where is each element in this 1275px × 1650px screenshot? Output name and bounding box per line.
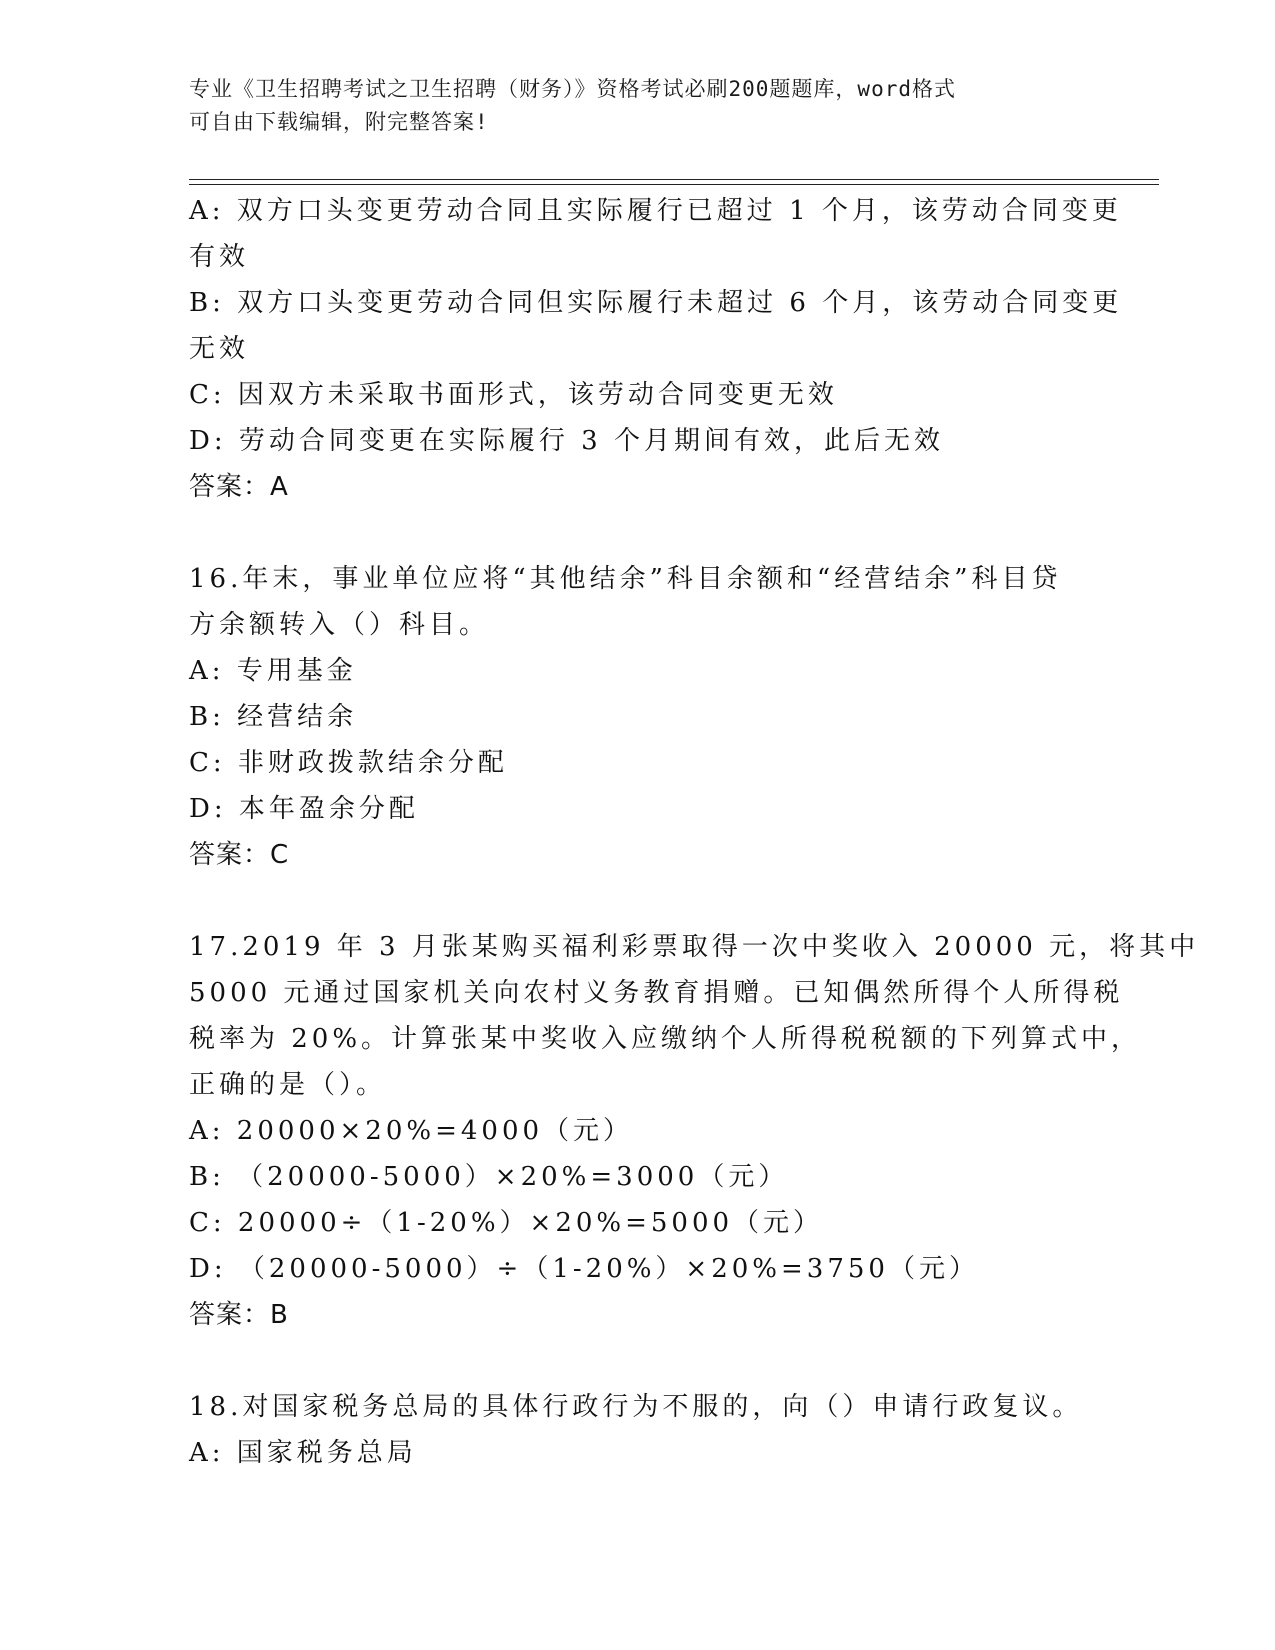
question-17 [189,924,1200,1338]
header-title-line-1: 专业《卫生招聘考试之卫生招聘（财务）》资格考试必刷200题题库，word格式 [189,77,956,101]
question-16 [189,556,1089,878]
question-spacer [189,1338,1089,1384]
question-15 [189,188,1123,510]
answer-label: 答案：B [189,1300,289,1330]
option-b: B: （20000-5000）×20%=3000（元） [189,1162,789,1192]
question-stem-line-1: 17.2019 年 3 月张某购买福利彩票取得一次中奖收入 20000 元，将其中 [189,932,1200,962]
option-c: C: 因双方未采取书面形式，该劳动合同变更无效 [189,380,838,410]
option-a: A: 专用基金 [189,656,357,686]
question-18 [189,1384,1089,1476]
question-stem-line-4: 正确的是（）。 [189,1070,387,1100]
question-spacer [189,510,1089,556]
question-stem-line-2: 方余额转入（）科目。 [189,610,490,640]
question-spacer [189,878,1089,924]
option-a-line-1: A: 双方口头变更劳动合同且实际履行已超过 1 个月，该劳动合同变更 [189,196,1122,226]
header-divider-bottom [189,184,1159,185]
document-header [189,73,1069,139]
option-c: C: 20000÷（1-20%）×20%=5000（元） [189,1208,824,1238]
option-a: A: 国家税务总局 [189,1438,417,1468]
question-stem-line-1: 16.年末，事业单位应将“其他结余”科目余额和“经营结余”科目贷 [189,564,1062,594]
option-d: D: （20000-5000）÷（1-20%）×20%=3750（元） [189,1254,979,1284]
option-b-line-1: B: 双方口头变更劳动合同但实际履行未超过 6 个月，该劳动合同变更 [189,288,1123,318]
option-c: C: 非财政拨款结余分配 [189,748,508,778]
answer-label: 答案：C [189,840,290,870]
question-list [189,188,1200,1476]
option-a-line-2: 有效 [189,242,250,272]
answer-label: 答案：A [189,472,289,502]
question-stem-line-2: 5000 元通过国家机关向农村义务教育捐赠。已知偶然所得个人所得税 [189,978,1124,1008]
header-title-line-2: 可自由下载编辑，附完整答案! [189,110,489,134]
option-d: D: 本年盈余分配 [189,794,419,824]
option-b: B: 经营结余 [189,702,358,732]
option-d: D: 劳动合同变更在实际履行 3 个月期间有效，此后无效 [189,426,944,456]
header-divider-top [189,179,1159,180]
option-b-line-2: 无效 [189,334,250,364]
question-stem-line-1: 18.对国家税务总局的具体行政行为不服的，向（）申请行政复议。 [189,1392,1083,1422]
question-stem-line-3: 税率为 20%。计算张某中奖收入应缴纳个人所得税税额的下列算式中， [189,1024,1142,1054]
option-a: A: 20000×20%=4000（元） [189,1116,634,1146]
